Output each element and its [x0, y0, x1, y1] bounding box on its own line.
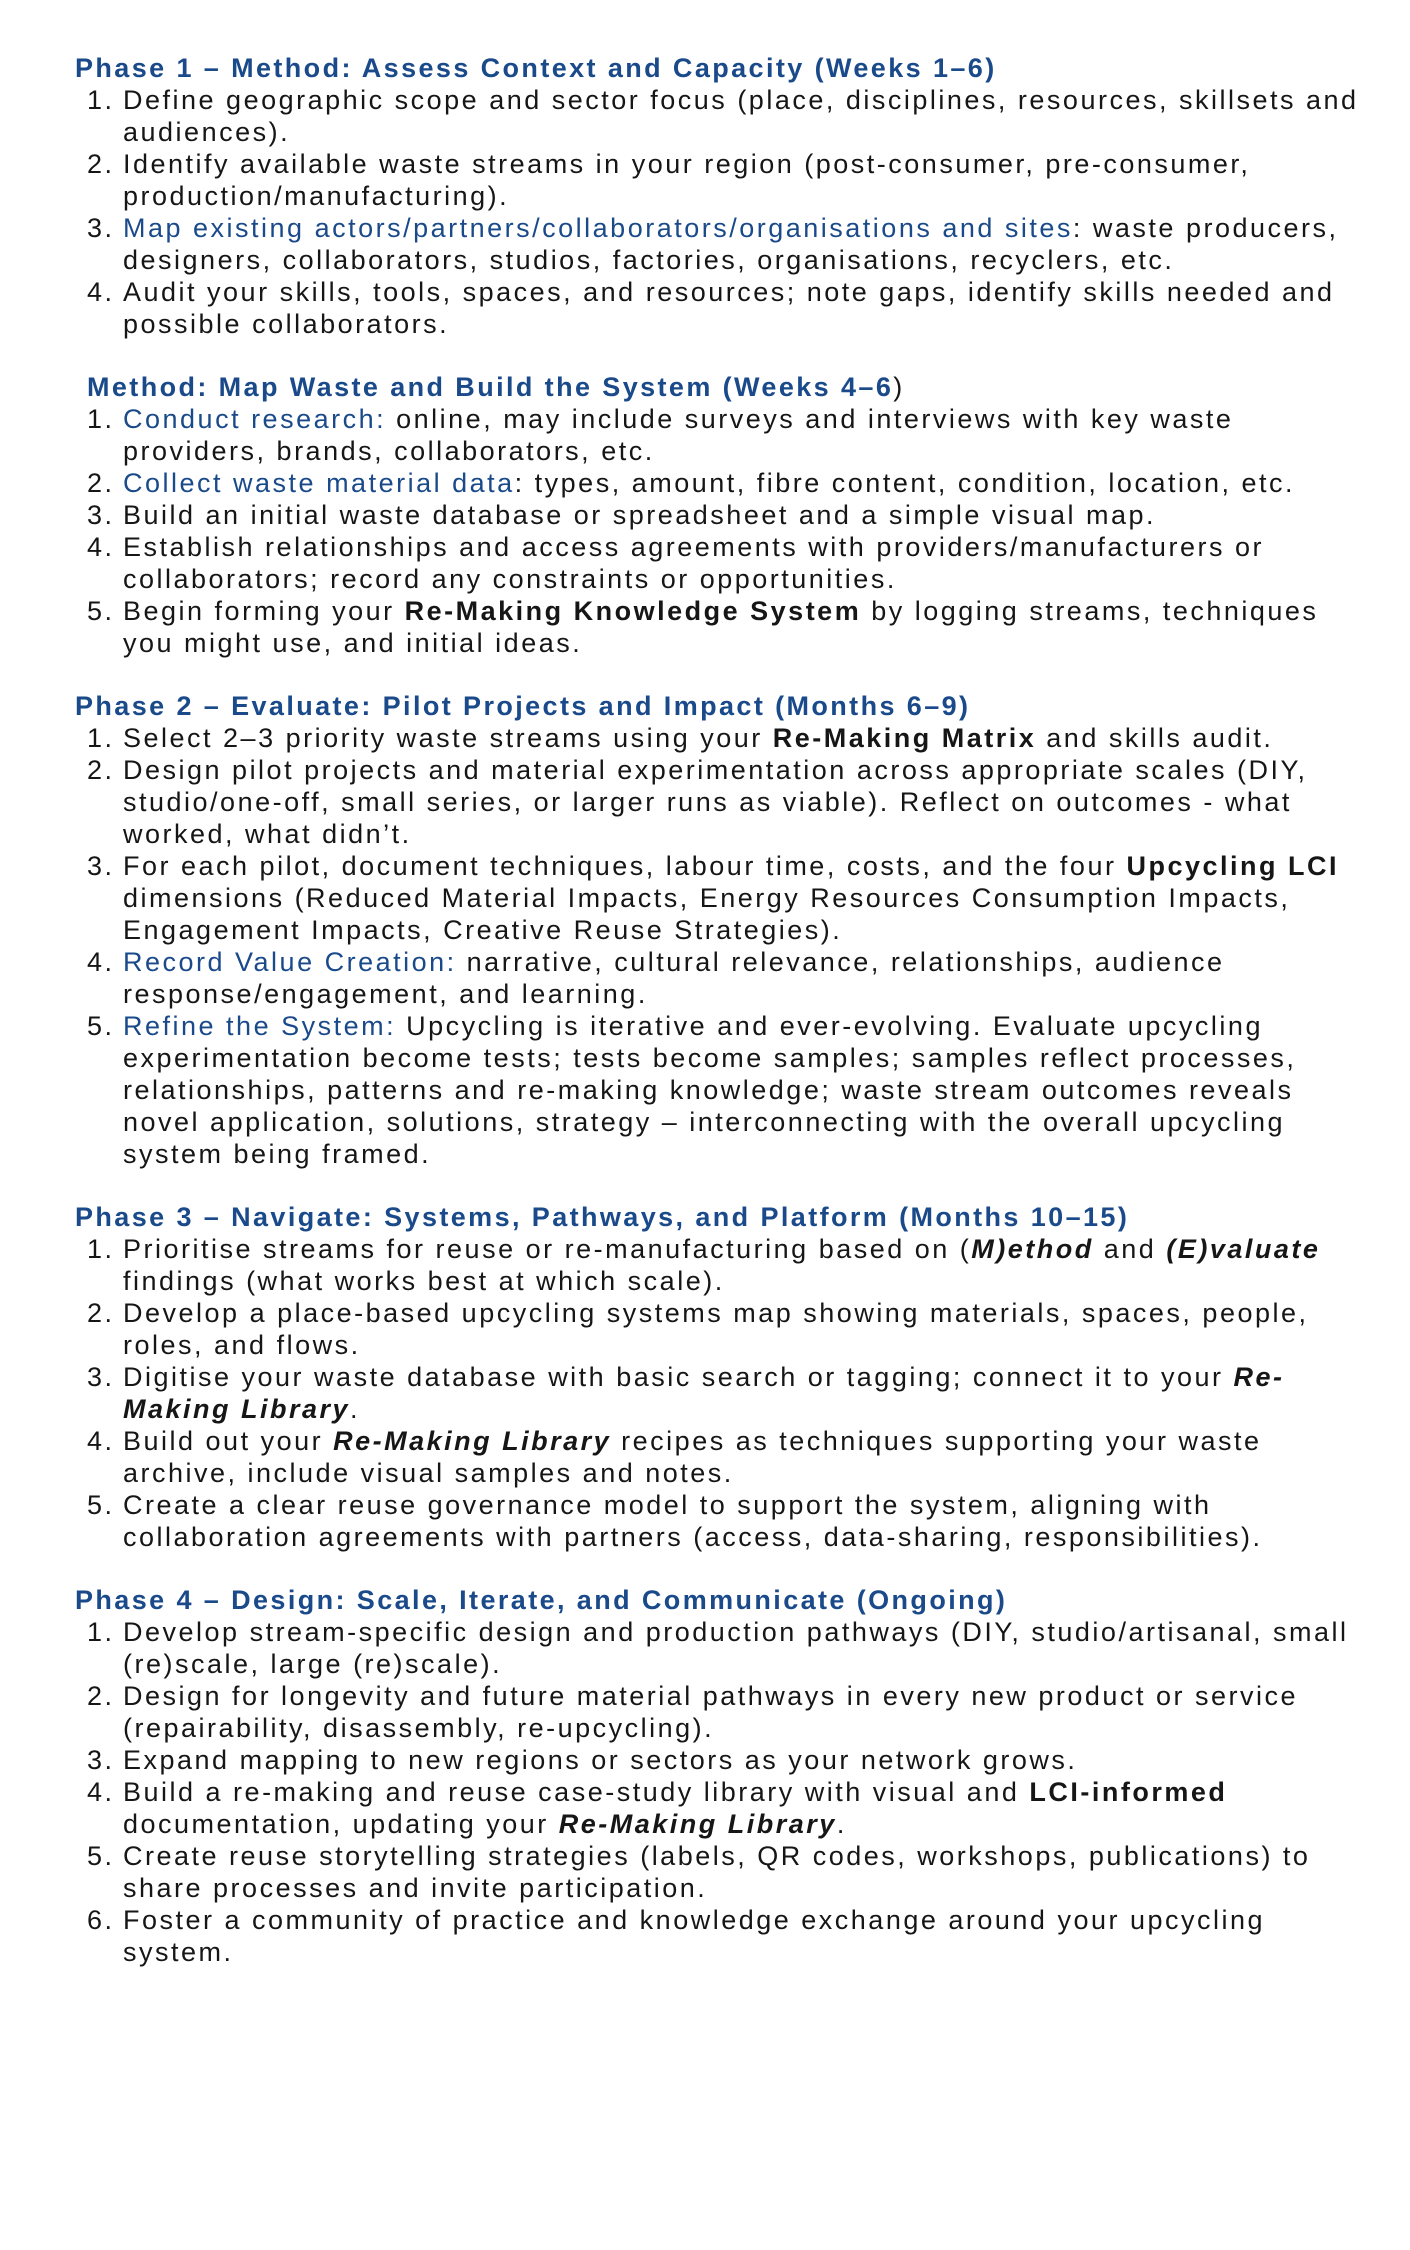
phase-section [75, 1584, 1365, 1968]
step-text: Develop stream-specific design and production pathways (DIY, studio/artisanal, small (re)scale, large (re)scale). [123, 1617, 1349, 1679]
step-number: 4. [87, 1426, 115, 1456]
step-number: 5. [87, 596, 115, 626]
step-item [75, 1361, 1365, 1425]
phase-section [75, 690, 1365, 1170]
step-list [75, 1616, 1365, 1968]
step-item [75, 1744, 1365, 1776]
step-bold-italic-text: Re-Making Library [333, 1426, 612, 1456]
step-text: online, may include surveys and interviews with key waste providers, brands, collaborators, etc. [123, 404, 1234, 466]
step-item [75, 1010, 1365, 1170]
phase-section [75, 1201, 1365, 1553]
step-item [75, 212, 1365, 276]
step-text: recipes as techniques supporting your waste archive, include visual samples and notes. [123, 1426, 1262, 1488]
step-number: 2. [87, 149, 115, 179]
step-list [75, 1233, 1365, 1553]
step-number: 3. [87, 851, 115, 881]
step-text: Develop a place-based upcycling systems map showing materials, spaces, people, roles, and flows. [123, 1298, 1309, 1360]
step-bold-text: Upcycling LCI [1126, 851, 1339, 881]
step-item [75, 1904, 1365, 1968]
step-number: 1. [87, 1234, 115, 1264]
step-list [75, 722, 1365, 1170]
step-item [75, 467, 1365, 499]
step-bold-text: Re-Making Matrix [772, 723, 1037, 753]
step-text: Upcycling is iterative and ever-evolving. Evaluate upcycling experimentation become tests; tests become samples; samples reflect processes, relationships, patterns and re-making knowledge; waste stream outcomes reveals novel application, solutions, strategy – interconnecting with the overall upcycling system being framed. [123, 1011, 1297, 1169]
step-item [75, 1616, 1365, 1680]
step-number: 3. [87, 1362, 115, 1392]
step-item [75, 1776, 1365, 1840]
step-text: . [350, 1394, 361, 1424]
step-bold-italic-text: (E)valuate [1166, 1234, 1321, 1264]
step-highlight-text: Collect waste material data [123, 468, 515, 498]
phase-section [75, 52, 1365, 340]
step-text: . [836, 1809, 847, 1839]
step-list [75, 84, 1365, 340]
step-text: Establish relationships and access agreements with providers/manufacturers or collaborators; record any constraints or opportunities. [123, 532, 1264, 594]
step-text: Expand mapping to new regions or sectors as your network grows. [123, 1745, 1078, 1775]
step-item [75, 1297, 1365, 1361]
step-text: and [1093, 1234, 1167, 1264]
step-text: : waste producers, designers, collaborators, studios, factories, organisations, recyclers, etc. [123, 213, 1339, 275]
step-number: 2. [87, 1681, 115, 1711]
step-number: 3. [87, 500, 115, 530]
step-text: Build an initial waste database or spreadsheet and a simple visual map. [123, 500, 1156, 530]
step-text: Create a clear reuse governance model to support the system, aligning with collaboration agreements with partners (access, data-sharing, responsibilities). [123, 1490, 1263, 1552]
step-item [75, 754, 1365, 850]
step-text: Create reuse storytelling strategies (labels, QR codes, workshops, publications) to share processes and invite participation. [123, 1841, 1311, 1903]
step-text: Identify available waste streams in your region (post-consumer, pre-consumer, production/manufacturing). [123, 149, 1251, 211]
step-item [75, 1489, 1365, 1553]
step-number: 2. [87, 1298, 115, 1328]
step-number: 2. [87, 755, 115, 785]
step-text: narrative, cultural relevance, relationships, audience response/engagement, and learning. [123, 947, 1225, 1009]
step-text: dimensions (Reduced Material Impacts, Energy Resources Consumption Impacts, Engagement Impacts, Creative Reuse Strategies). [123, 883, 1291, 945]
section-heading [75, 52, 1365, 84]
phase-section [75, 371, 1365, 659]
step-item [75, 722, 1365, 754]
step-item [75, 276, 1365, 340]
step-item [75, 84, 1365, 148]
section-heading-text: Phase 4 – Design: Scale, Iterate, and Communicate (Ongoing) [75, 1585, 1008, 1615]
step-number: 1. [87, 85, 115, 115]
step-text: Define geographic scope and sector focus (place, disciplines, resources, skillsets and audiences). [123, 85, 1359, 147]
step-text: Design pilot projects and material experimentation across appropriate scales (DIY, studio/one-off, small series, or larger runs as viable). Reflect on outcomes - what worked, what didn’t. [123, 755, 1308, 849]
step-number: 4. [87, 1777, 115, 1807]
step-text: Foster a community of practice and knowledge exchange around your upcycling system. [123, 1905, 1266, 1967]
step-bold-italic-text: Re-Making Library [123, 1362, 1285, 1424]
step-item [75, 531, 1365, 595]
step-bold-italic-text: Re-Making Library [558, 1809, 837, 1839]
step-text: by logging streams, techniques you might use, and initial ideas. [123, 596, 1319, 658]
step-item [75, 1680, 1365, 1744]
step-highlight-text: Map existing actors/partners/collaborators/organisations and sites [123, 213, 1073, 243]
step-number: 1. [87, 723, 115, 753]
step-number: 6. [87, 1905, 115, 1935]
step-item [75, 499, 1365, 531]
step-number: 2. [87, 468, 115, 498]
section-heading-text: Phase 1 – Method: Assess Context and Capacity (Weeks 1–6) [75, 53, 997, 83]
step-highlight-text: Refine the System: [123, 1011, 397, 1041]
step-item [75, 1840, 1365, 1904]
section-heading-tail: ) [893, 372, 905, 402]
step-text: Audit your skills, tools, spaces, and resources; note gaps, identify skills needed and possible collaborators. [123, 277, 1335, 339]
step-text: Begin forming your [123, 596, 405, 626]
step-item [75, 1425, 1365, 1489]
document-body [75, 52, 1365, 1999]
step-text: findings (what works best at which scale). [123, 1266, 725, 1296]
step-number: 3. [87, 1745, 115, 1775]
step-number: 5. [87, 1490, 115, 1520]
step-number: 3. [87, 213, 115, 243]
step-number: 5. [87, 1011, 115, 1041]
step-number: 4. [87, 277, 115, 307]
step-number: 5. [87, 1841, 115, 1871]
section-heading [75, 371, 1365, 403]
step-text: Prioritise streams for reuse or re-manufacturing based on ( [123, 1234, 972, 1264]
step-item [75, 148, 1365, 212]
section-heading [75, 1584, 1365, 1616]
step-item [75, 850, 1365, 946]
step-item [75, 595, 1365, 659]
step-text: Build out your [123, 1426, 334, 1456]
step-number: 4. [87, 947, 115, 977]
step-number: 1. [87, 1617, 115, 1647]
step-bold-text: LCI-informed [1029, 1777, 1228, 1807]
step-text: Build a re-making and reuse case-study library with visual and [123, 1777, 1030, 1807]
section-heading-text: Phase 2 – Evaluate: Pilot Projects and Impact (Months 6–9) [75, 691, 971, 721]
step-text: Digitise your waste database with basic search or tagging; connect it to your [123, 1362, 1234, 1392]
step-bold-text: Re-Making Knowledge System [404, 596, 862, 626]
section-heading-text: Phase 3 – Navigate: Systems, Pathways, and Platform (Months 10–15) [75, 1202, 1130, 1232]
step-text: Design for longevity and future material pathways in every new product or service (repairability, disassembly, re-upcycling). [123, 1681, 1298, 1743]
step-highlight-text: Record Value Creation: [123, 947, 457, 977]
step-highlight-text: Conduct research: [123, 404, 387, 434]
section-heading [75, 1201, 1365, 1233]
section-heading-text: Method: Map Waste and Build the System (Weeks 4–6 [87, 372, 894, 402]
step-text: and skills audit. [1036, 723, 1274, 753]
step-text: : types, amount, fibre content, condition, location, etc. [514, 468, 1296, 498]
step-number: 4. [87, 532, 115, 562]
step-item [75, 1233, 1365, 1297]
step-item [75, 946, 1365, 1010]
step-bold-italic-text: M)ethod [971, 1234, 1094, 1264]
step-item [75, 403, 1365, 467]
step-text: Select 2–3 priority waste streams using your [123, 723, 773, 753]
step-text: documentation, updating your [123, 1809, 559, 1839]
step-number: 1. [87, 404, 115, 434]
section-heading [75, 690, 1365, 722]
step-text: For each pilot, document techniques, labour time, costs, and the four [123, 851, 1127, 881]
step-list [75, 403, 1365, 659]
